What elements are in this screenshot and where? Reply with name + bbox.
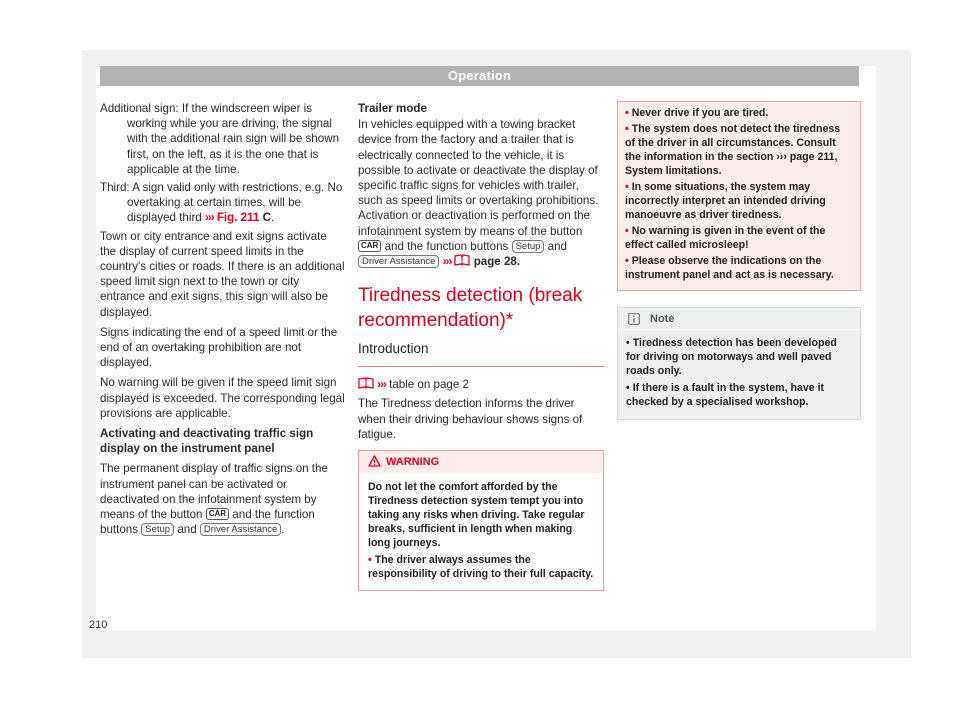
table-page-2-link[interactable]: table on page 2 (389, 378, 470, 392)
box-item-text: In some situations, the system may incorrectly interpret an intended driving manoeuvre as driver tiredness. (625, 181, 826, 221)
third-sign-item (100, 180, 346, 226)
column-middle (358, 101, 604, 591)
para-trailer (358, 117, 604, 269)
box-item (625, 122, 852, 178)
para-permanent (100, 461, 346, 537)
bullet: • (625, 225, 629, 237)
bullet: • (368, 554, 372, 567)
section-title: Tiredness detection (break recommendation)* (358, 285, 583, 332)
and-text-2: and (547, 239, 567, 253)
page-number: 210 (89, 619, 108, 631)
heading-activating: Activating and deactivating traffic sign display on the instrument panel (100, 427, 314, 456)
car-button-2[interactable]: CAR (358, 240, 381, 252)
note-body (618, 330, 860, 419)
driver-assistance-button[interactable]: Driver Assistance (200, 523, 281, 536)
section-subtitle: Introduction (358, 340, 604, 367)
para-intro: The Tiredness detection informs the driver when their driving behaviour shows signs of fatigue. (358, 397, 583, 441)
note-box (617, 307, 861, 420)
note-title: Note (650, 313, 675, 325)
box-item-text: The system does not detect the tiredness of the driver in all circumstances. Consult the information in the section ››› page 211, System limitations. (625, 123, 841, 177)
info-icon (628, 313, 640, 325)
setup-button-2[interactable]: Setup (512, 240, 545, 253)
book-icon (454, 254, 470, 266)
para-permanent-2: and the function buttons (100, 508, 315, 537)
bullet: • (626, 382, 630, 394)
fig-211-link[interactable]: Fig. 211 (216, 211, 260, 225)
bullet: • (625, 107, 629, 119)
additional-sign-label: Additional sign: (100, 102, 179, 115)
para-trailer-1: In vehicles equipped with a towing bracket device from the factory and a trailer that is electrically connected to the vehicle, it is possible to activate or deactivate the display of specific traffic signs for vehicles with trailer, such as speed limits or overtaking prohibitions. Activation or deactivation is performed on the infotainment system by means of the button (358, 118, 599, 238)
column-right (617, 101, 861, 420)
bullet: • (625, 123, 629, 135)
para-trailer-2: and the function buttons (384, 239, 509, 253)
page-28-link[interactable]: page 28. (473, 255, 521, 269)
bullet: • (625, 255, 629, 267)
setup-button[interactable]: Setup (141, 523, 174, 536)
box-item-text: No warning is given in the event of the effect called microsleep! (625, 225, 826, 251)
driver-assistance-button-2[interactable]: Driver Assistance (358, 255, 439, 268)
additional-sign-item (100, 101, 346, 177)
bullet: • (625, 181, 629, 193)
warning-header (359, 451, 603, 473)
third-label: Third: (100, 181, 130, 195)
warning-continued-box (617, 101, 861, 291)
para-signs-end: Signs indicating the end of a speed limit or the end of an overtaking prohibition are not displayed. (100, 325, 338, 370)
and-text: and (177, 523, 197, 537)
warning-p2: The driver always assumes the responsibility of driving to their full capacity. (368, 554, 594, 581)
note-item-text: If there is a fault in the system, have it checked by a specialised workshop. (626, 382, 825, 408)
table-ref-arrows: ››› (377, 378, 386, 392)
warning-p1: Do not let the comfort afforded by the Tiredness detection system tempt you into taking any risks when driving. Take regular breaks, sufficient in length when making long journeys. (368, 481, 585, 550)
table-ref (358, 377, 604, 392)
period: . (281, 523, 285, 537)
warning-body (359, 473, 603, 590)
ref-arrows-2: ››› (442, 255, 452, 269)
box-item (625, 224, 852, 252)
para-permanent-1: The permanent display of traffic signs on the instrument panel can be activated or deactivated on the infotainment system by means of the button (100, 462, 328, 522)
note-item (626, 381, 852, 409)
ref-arrows: ››› (205, 211, 214, 225)
additional-sign-text: If the windscreen wiper is working while you are driving, the signal with the additional rain sign will be shown first, on the left, as it is the one that is applicable at the time. (127, 102, 340, 176)
warning-box (358, 450, 604, 591)
third-text: A sign valid only with restrictions, e.g. No overtaking at certain times, will be displayed third (127, 181, 343, 225)
column-left (100, 101, 346, 542)
box-item (625, 106, 852, 120)
warning-p2-item (368, 553, 595, 581)
third-end: . (270, 211, 275, 225)
warning-icon (368, 455, 381, 467)
note-item-text: Tiredness detection has been developed for driving on motorways and well paved roads only. (626, 337, 837, 377)
page-header: Operation (100, 66, 859, 86)
bullet: • (626, 337, 630, 349)
box-item (625, 180, 852, 222)
note-item (626, 336, 852, 378)
car-button[interactable]: CAR (206, 508, 229, 520)
table-book-icon (358, 377, 374, 389)
para-no-warning: No warning will be given if the speed limit sign displayed is exceeded. The corresponding legal provisions are applicable. (100, 376, 345, 420)
heading-trailer: Trailer mode (358, 102, 427, 115)
box-item-text: Please observe the indications on the instrument panel and act as is necessary. (625, 255, 834, 281)
para-town: Town or city entrance and exit signs activate the display of current speed limits in the country's cities or roads. If there is an additional speed limit sign next to the town or city entrance and exit signs, this sign will also be displayed. (100, 229, 345, 319)
note-header (618, 308, 860, 330)
warning-title: WARNING (386, 456, 440, 469)
box-item-text: Never drive if you are tired. (631, 107, 769, 119)
box-item (625, 254, 852, 282)
fig-letter: C (262, 211, 271, 225)
